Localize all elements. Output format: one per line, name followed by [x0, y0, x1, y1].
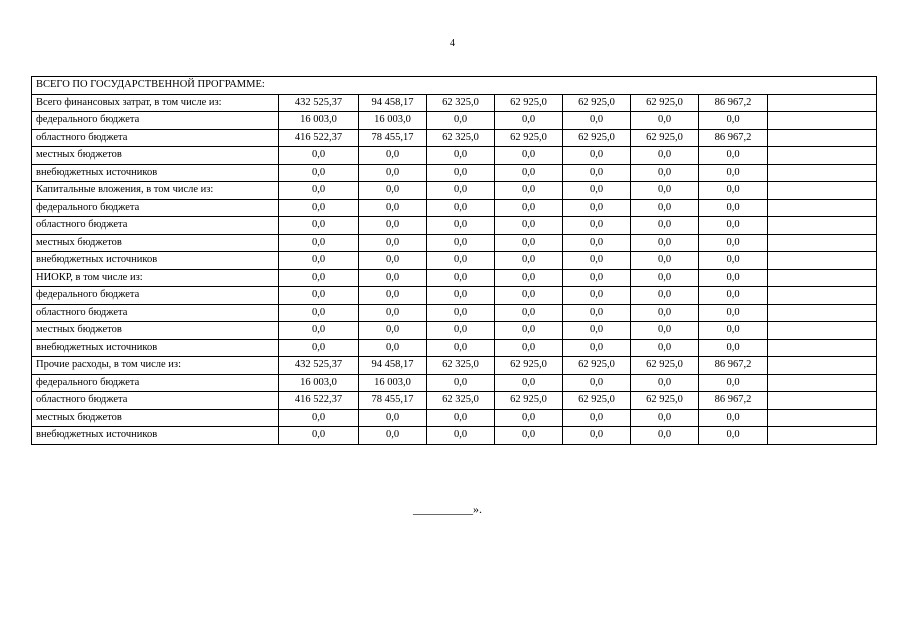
row-value: 416 522,37 — [279, 392, 359, 410]
table-row — [32, 94, 877, 112]
row-value: 0,0 — [427, 234, 495, 252]
row-value: 0,0 — [427, 409, 495, 427]
row-value: 0,0 — [631, 304, 699, 322]
row-label: областного бюджета — [32, 304, 279, 322]
row-value — [768, 234, 877, 252]
financing-table — [31, 76, 877, 445]
row-value: 0,0 — [699, 147, 768, 165]
row-value: 62 925,0 — [563, 392, 631, 410]
row-label: местных бюджетов — [32, 147, 279, 165]
row-value: 0,0 — [279, 427, 359, 445]
row-value — [768, 357, 877, 375]
row-value: 0,0 — [359, 199, 427, 217]
row-value: 0,0 — [699, 252, 768, 270]
row-value: 0,0 — [631, 409, 699, 427]
row-value — [768, 287, 877, 305]
row-value: 0,0 — [359, 147, 427, 165]
table-row — [32, 339, 877, 357]
table-row — [32, 427, 877, 445]
row-value: 0,0 — [279, 147, 359, 165]
row-value: 0,0 — [359, 304, 427, 322]
row-value: 0,0 — [495, 409, 563, 427]
row-value — [768, 339, 877, 357]
row-value: 0,0 — [495, 252, 563, 270]
row-value: 0,0 — [359, 322, 427, 340]
row-value — [768, 94, 877, 112]
table-row — [32, 392, 877, 410]
row-value: 62 925,0 — [495, 357, 563, 375]
row-value: 0,0 — [427, 217, 495, 235]
row-value: 0,0 — [427, 147, 495, 165]
page-number: 4 — [450, 38, 455, 49]
row-value: 0,0 — [631, 269, 699, 287]
row-value: 0,0 — [563, 374, 631, 392]
row-value: 0,0 — [563, 409, 631, 427]
row-value: 0,0 — [699, 374, 768, 392]
table-row — [32, 234, 877, 252]
row-label: федерального бюджета — [32, 287, 279, 305]
row-value: 0,0 — [359, 269, 427, 287]
row-value: 0,0 — [427, 199, 495, 217]
row-value: 0,0 — [495, 287, 563, 305]
row-value: 62 925,0 — [495, 129, 563, 147]
row-value: 0,0 — [631, 427, 699, 445]
table-row — [32, 129, 877, 147]
row-value: 62 325,0 — [427, 357, 495, 375]
row-value — [768, 374, 877, 392]
row-value: 0,0 — [427, 427, 495, 445]
row-value: 0,0 — [563, 427, 631, 445]
row-value: 78 455,17 — [359, 392, 427, 410]
row-value: 0,0 — [279, 217, 359, 235]
row-value — [768, 217, 877, 235]
row-value: 86 967,2 — [699, 392, 768, 410]
row-value — [768, 112, 877, 130]
row-value: 0,0 — [359, 217, 427, 235]
row-label: федерального бюджета — [32, 374, 279, 392]
row-value: 0,0 — [631, 287, 699, 305]
row-value: 0,0 — [631, 374, 699, 392]
row-label: областного бюджета — [32, 217, 279, 235]
row-value: 0,0 — [495, 217, 563, 235]
row-value: 0,0 — [359, 252, 427, 270]
row-value — [768, 129, 877, 147]
row-value: 62 925,0 — [631, 129, 699, 147]
row-value — [768, 392, 877, 410]
row-value: 0,0 — [427, 112, 495, 130]
row-value: 0,0 — [495, 322, 563, 340]
row-value: 0,0 — [427, 182, 495, 200]
row-value: 0,0 — [279, 199, 359, 217]
row-value — [768, 304, 877, 322]
row-value: 0,0 — [279, 164, 359, 182]
table-row — [32, 269, 877, 287]
row-value: 0,0 — [699, 234, 768, 252]
row-value: 0,0 — [279, 234, 359, 252]
table-row — [32, 199, 877, 217]
row-value: 416 522,37 — [279, 129, 359, 147]
row-value: 0,0 — [495, 112, 563, 130]
row-value — [768, 147, 877, 165]
row-value: 0,0 — [631, 252, 699, 270]
row-value: 0,0 — [427, 269, 495, 287]
row-label: внебюджетных источников — [32, 164, 279, 182]
row-value: 0,0 — [427, 322, 495, 340]
row-value: 0,0 — [699, 322, 768, 340]
row-value: 0,0 — [699, 409, 768, 427]
row-value: 0,0 — [279, 304, 359, 322]
table-row — [32, 287, 877, 305]
row-value: 86 967,2 — [699, 129, 768, 147]
row-value: 0,0 — [563, 199, 631, 217]
row-label: внебюджетных источников — [32, 252, 279, 270]
row-value: 62 925,0 — [495, 94, 563, 112]
row-value — [768, 269, 877, 287]
table-row — [32, 164, 877, 182]
row-value: 0,0 — [699, 217, 768, 235]
row-value: 0,0 — [699, 199, 768, 217]
row-label: федерального бюджета — [32, 112, 279, 130]
row-value: 0,0 — [631, 322, 699, 340]
table-header-row — [32, 77, 877, 95]
row-value: 0,0 — [631, 199, 699, 217]
row-value: 0,0 — [495, 199, 563, 217]
row-value: 0,0 — [359, 409, 427, 427]
row-value: 0,0 — [631, 164, 699, 182]
row-value — [768, 199, 877, 217]
row-label: областного бюджета — [32, 129, 279, 147]
row-value: 86 967,2 — [699, 94, 768, 112]
row-value: 0,0 — [495, 304, 563, 322]
row-value: 0,0 — [495, 339, 563, 357]
row-label: местных бюджетов — [32, 234, 279, 252]
row-value: 0,0 — [427, 304, 495, 322]
row-value: 0,0 — [563, 234, 631, 252]
row-label: Прочие расходы, в том числе из: — [32, 357, 279, 375]
row-value: 0,0 — [563, 339, 631, 357]
row-value: 0,0 — [699, 112, 768, 130]
row-value: 0,0 — [563, 322, 631, 340]
row-value: 0,0 — [631, 339, 699, 357]
closing-mark: __________». — [413, 502, 482, 516]
row-value: 16 003,0 — [359, 112, 427, 130]
row-value — [768, 182, 877, 200]
row-value — [768, 164, 877, 182]
row-value: 0,0 — [563, 252, 631, 270]
row-value: 62 925,0 — [495, 392, 563, 410]
row-value: 0,0 — [699, 287, 768, 305]
row-value: 0,0 — [699, 339, 768, 357]
row-value: 0,0 — [359, 339, 427, 357]
row-value: 0,0 — [495, 269, 563, 287]
table-row — [32, 182, 877, 200]
row-value: 62 925,0 — [563, 94, 631, 112]
row-value: 0,0 — [427, 252, 495, 270]
row-value: 0,0 — [427, 339, 495, 357]
row-value: 432 525,37 — [279, 357, 359, 375]
row-value: 0,0 — [279, 269, 359, 287]
table-header: ВСЕГО ПО ГОСУДАРСТВЕННОЙ ПРОГРАММЕ: — [32, 77, 877, 95]
row-value: 0,0 — [563, 164, 631, 182]
row-label: НИОКР, в том числе из: — [32, 269, 279, 287]
row-label: внебюджетных источников — [32, 339, 279, 357]
row-value: 0,0 — [359, 287, 427, 305]
row-value: 0,0 — [495, 374, 563, 392]
row-value: 0,0 — [495, 182, 563, 200]
row-value: 0,0 — [563, 182, 631, 200]
row-value: 62 925,0 — [631, 94, 699, 112]
row-value: 0,0 — [631, 112, 699, 130]
row-label: федерального бюджета — [32, 199, 279, 217]
row-value — [768, 322, 877, 340]
row-value: 0,0 — [631, 182, 699, 200]
row-value: 0,0 — [631, 234, 699, 252]
row-value: 0,0 — [699, 182, 768, 200]
table-row — [32, 252, 877, 270]
row-value: 62 925,0 — [563, 129, 631, 147]
row-value: 0,0 — [359, 182, 427, 200]
row-value: 62 925,0 — [631, 392, 699, 410]
row-value: 62 325,0 — [427, 94, 495, 112]
row-value: 78 455,17 — [359, 129, 427, 147]
row-value: 0,0 — [279, 182, 359, 200]
row-value: 94 458,17 — [359, 94, 427, 112]
row-value: 0,0 — [699, 304, 768, 322]
table-row — [32, 304, 877, 322]
row-value — [768, 252, 877, 270]
table-row — [32, 374, 877, 392]
table-row — [32, 322, 877, 340]
row-value: 0,0 — [563, 217, 631, 235]
row-value: 16 003,0 — [279, 112, 359, 130]
row-value: 0,0 — [279, 252, 359, 270]
row-value: 0,0 — [279, 339, 359, 357]
table-row — [32, 357, 877, 375]
row-value: 0,0 — [563, 269, 631, 287]
row-value: 0,0 — [279, 287, 359, 305]
row-value: 0,0 — [699, 164, 768, 182]
row-label: Всего финансовых затрат, в том числе из: — [32, 94, 279, 112]
row-value: 0,0 — [279, 409, 359, 427]
table-row — [32, 409, 877, 427]
row-label: местных бюджетов — [32, 409, 279, 427]
row-value: 0,0 — [359, 164, 427, 182]
table-row — [32, 217, 877, 235]
row-value: 0,0 — [563, 304, 631, 322]
row-value: 0,0 — [427, 374, 495, 392]
row-value: 0,0 — [359, 234, 427, 252]
row-value: 0,0 — [563, 147, 631, 165]
row-value: 0,0 — [699, 427, 768, 445]
row-value: 0,0 — [495, 234, 563, 252]
row-label: местных бюджетов — [32, 322, 279, 340]
row-value — [768, 427, 877, 445]
row-value: 0,0 — [427, 164, 495, 182]
row-label: внебюджетных источников — [32, 427, 279, 445]
row-value — [768, 409, 877, 427]
row-value: 0,0 — [631, 147, 699, 165]
row-value: 0,0 — [495, 427, 563, 445]
row-value: 0,0 — [631, 217, 699, 235]
row-value: 86 967,2 — [699, 357, 768, 375]
row-value: 432 525,37 — [279, 94, 359, 112]
row-value: 0,0 — [563, 287, 631, 305]
row-value: 0,0 — [279, 322, 359, 340]
row-value: 0,0 — [359, 427, 427, 445]
table-row — [32, 112, 877, 130]
row-value: 0,0 — [563, 112, 631, 130]
row-label: областного бюджета — [32, 392, 279, 410]
row-label: Капитальные вложения, в том числе из: — [32, 182, 279, 200]
row-value: 16 003,0 — [359, 374, 427, 392]
table-row — [32, 147, 877, 165]
row-value: 94 458,17 — [359, 357, 427, 375]
row-value: 62 925,0 — [563, 357, 631, 375]
row-value: 0,0 — [699, 269, 768, 287]
row-value: 62 325,0 — [427, 392, 495, 410]
row-value: 0,0 — [495, 147, 563, 165]
row-value: 0,0 — [427, 287, 495, 305]
row-value: 0,0 — [495, 164, 563, 182]
row-value: 16 003,0 — [279, 374, 359, 392]
row-value: 62 925,0 — [631, 357, 699, 375]
row-value: 62 325,0 — [427, 129, 495, 147]
